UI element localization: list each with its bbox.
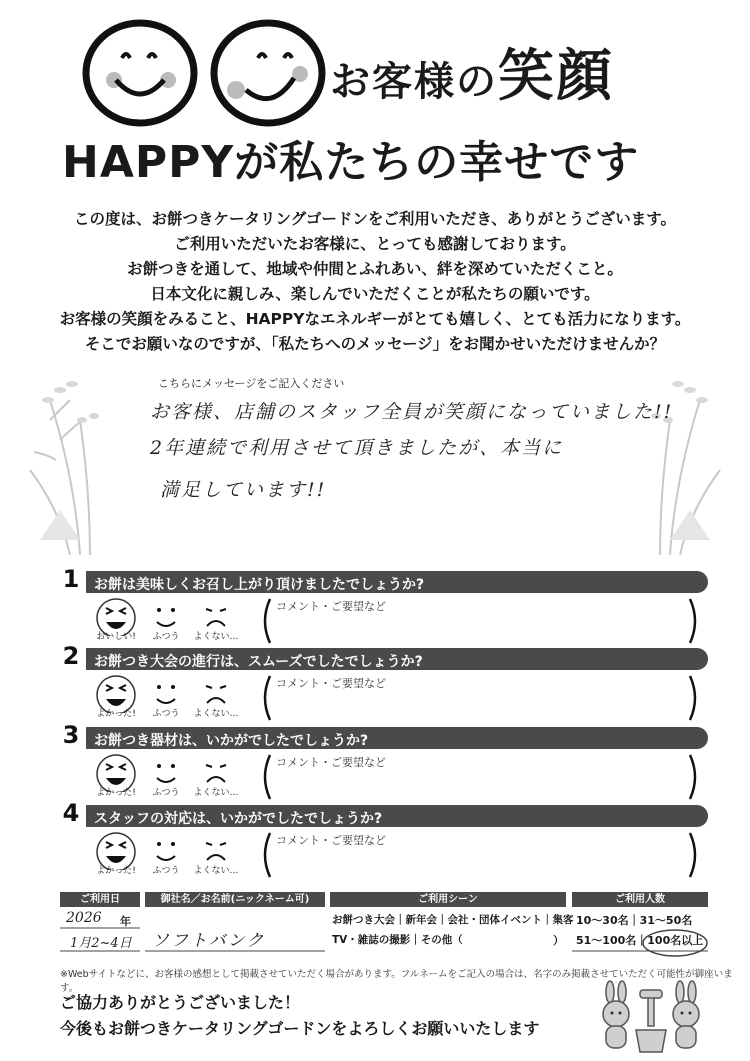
smiley-face-icon-right bbox=[208, 18, 328, 128]
message-prompt: こちらにメッセージをご記入ください bbox=[158, 377, 345, 390]
rabbit-mochi-mascot-icon bbox=[596, 980, 716, 1055]
headline-happy: HAPPYが私たちの幸せです bbox=[62, 137, 640, 188]
face-label: ふつう bbox=[152, 866, 180, 876]
scene-close-paren: ） bbox=[553, 934, 564, 947]
intro-line: ご利用いただいたお客様に、とっても感謝しております。 bbox=[174, 235, 576, 253]
face-label: よくない… bbox=[193, 866, 239, 876]
handwritten-message-line: 満足しています!! bbox=[160, 479, 327, 501]
comment-box[interactable] bbox=[258, 831, 708, 881]
smiley-face-icon-left bbox=[82, 18, 202, 128]
face-label: おいしい! bbox=[96, 632, 136, 642]
question-bar bbox=[58, 642, 708, 670]
closing-line-2: 今後もお餅つきケータリングゴードンをよろしくお願いいたします bbox=[60, 1019, 540, 1038]
scene-options-row1: お餅つき大会｜新年会｜会社・団体イベント｜集客 bbox=[332, 914, 574, 926]
face-label: ふつう bbox=[152, 709, 180, 719]
comment-box[interactable] bbox=[258, 753, 708, 803]
comment-placeholder: コメント・ご要望など bbox=[276, 834, 386, 847]
year-unit: 年 bbox=[120, 915, 131, 928]
intro-line: 日本文化に親しみ、楽しんでいただくことが私たちの願いです。 bbox=[150, 285, 600, 303]
comment-placeholder: コメント・ご要望など bbox=[276, 677, 386, 690]
comment-box[interactable] bbox=[258, 674, 708, 724]
question-bar bbox=[58, 565, 708, 593]
question-text: お餅つき大会の進行は、スムーズでしたでしょうか? bbox=[94, 654, 423, 670]
face-label: よくない… bbox=[193, 632, 239, 642]
question-number: 4 bbox=[56, 799, 86, 827]
intro-line: この度は、お餅つきケータリングゴードンをご利用いただき、ありがとうございます。 bbox=[73, 210, 677, 228]
header-date: ご利用日 bbox=[60, 892, 140, 907]
header-people: ご利用人数 bbox=[572, 892, 708, 907]
question-bar bbox=[58, 799, 708, 827]
question-text: スタッフの対応は、いかがでしたでしょうか? bbox=[94, 811, 383, 827]
handwritten-message-line: お客様、店舗のスタッフ全員が笑顔になっていました!! bbox=[150, 401, 674, 423]
people-options-row1: 10～30名｜31～50名 bbox=[576, 914, 693, 927]
intro-line: お餅つきを通して、地域や仲間とふれあい、絆を深めていただくこと。 bbox=[127, 260, 623, 278]
question-number: 2 bbox=[56, 642, 86, 670]
intro-line: そこでお願いなのですが、「私たちへのメッセージ」をお聞かせいただけませんか？ bbox=[84, 335, 666, 353]
face-label: よかった! bbox=[96, 788, 136, 798]
question-number: 3 bbox=[56, 721, 86, 749]
handwritten-message-line: 2年連続で利用させて頂きましたが、本当に bbox=[150, 437, 564, 459]
face-label: よかった! bbox=[96, 709, 136, 719]
headline-highlight: 笑顔 bbox=[498, 44, 614, 109]
header-name: 御社名／お名前(ニックネーム可) bbox=[145, 892, 325, 907]
headline-prefix: お客様の bbox=[330, 59, 498, 105]
handwritten-date: 1月2~4日 bbox=[70, 936, 132, 951]
comment-placeholder: コメント・ご要望など bbox=[276, 600, 386, 613]
question-text: お餅つき器材は、いかがでしたでしょうか? bbox=[94, 733, 369, 749]
handwritten-year: 2026 bbox=[66, 910, 102, 926]
face-label: よくない… bbox=[193, 788, 239, 798]
rice-plant-left-icon bbox=[20, 360, 120, 560]
notice-text: ※Webサイトなどに、お客様の感想として掲載させていただく場合があります。フルネームをご記入の場合は、名字のみ掲載させていただく可能性が御座います。 bbox=[60, 969, 733, 994]
people-options-row2: 51～100名｜100名以上 bbox=[576, 934, 704, 947]
rice-plant-right-icon bbox=[630, 360, 730, 560]
face-label: ふつう bbox=[152, 788, 180, 798]
intro-line: お客様の笑顔をみること、HAPPYなエネルギーがとても嬉しく、とても活力になります。 bbox=[59, 310, 691, 328]
face-label: よかった! bbox=[96, 866, 136, 876]
question-number: 1 bbox=[56, 565, 86, 593]
closing-line-1: ご協力ありがとうございました！ bbox=[60, 993, 301, 1012]
handwritten-name: ソフトバンク bbox=[152, 931, 266, 951]
comment-placeholder: コメント・ご要望など bbox=[276, 756, 386, 769]
header-scene: ご利用シーン bbox=[330, 892, 566, 907]
face-label: よくない… bbox=[193, 709, 239, 719]
comment-box[interactable] bbox=[258, 597, 708, 647]
question-text: お餅は美味しくお召し上がり頂けましたでしょうか? bbox=[94, 577, 425, 593]
headline-customers-smiles bbox=[330, 32, 614, 112]
question-bar bbox=[58, 721, 708, 749]
scene-options-row2: TV・雑誌の撮影｜その他（ bbox=[332, 934, 463, 946]
face-label: ふつう bbox=[152, 632, 180, 642]
people-selection-circle bbox=[640, 926, 710, 960]
